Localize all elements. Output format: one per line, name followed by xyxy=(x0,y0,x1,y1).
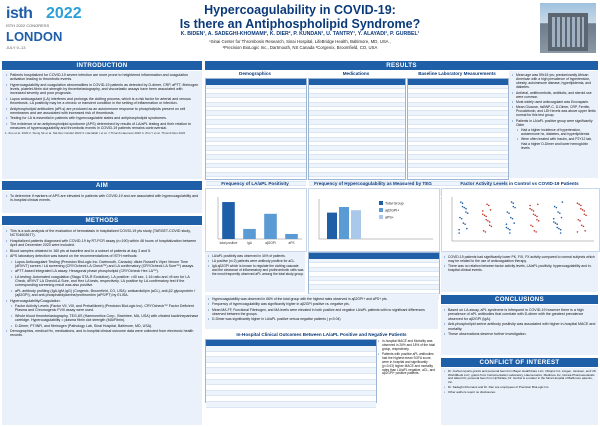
conflict-item: • Dr. Sadeghi-Khomami and Dr. Dier are employees of Precision BioLogic Inc. xyxy=(443,386,597,390)
data-point xyxy=(577,202,579,204)
affiliation-line-2: ²Precision BioLogic Inc., Dartmouth, NS Canada ³Corgenix, Broomfield, CO, USA xyxy=(222,44,378,50)
methods-text xyxy=(5,229,199,339)
data-point xyxy=(462,206,464,208)
data-point xyxy=(561,217,563,219)
main-result-bullet: • Hypercoagulability was observed in 66% of the total group with the highest rates observed in aβ2GPI+ and aPS+ pts. xyxy=(207,297,436,301)
conclusions-header: CONCLUSIONS xyxy=(441,295,598,304)
data-point xyxy=(562,201,564,203)
data-point xyxy=(559,212,561,214)
data-point xyxy=(584,210,586,212)
data-point xyxy=(485,219,487,221)
intro-bullet: • Hypercoagulability and coagulation abnormalities in COVID-19 patients as detected by D-dimer, CRP, aPTT, fibrinogen levels, platelet-fibrin clot strength by thrombelastography, and viscoelastic assays have been associated with increased severity and poor prognosis. xyxy=(5,83,199,96)
data-point xyxy=(466,228,468,230)
data-point xyxy=(458,232,460,234)
data-point xyxy=(514,207,516,209)
category-label: aPS xyxy=(288,241,295,245)
table-row xyxy=(206,402,376,408)
data-point xyxy=(580,208,582,210)
summary-bullet: • Patients in LA/aPL positive group were significantly Older xyxy=(511,119,597,127)
demographics-table xyxy=(205,78,307,180)
data-point xyxy=(537,204,539,206)
legend-swatch xyxy=(379,215,383,219)
summary-bullet: • Mean Glucose, hsBNP-C, D-Dimer, CRP, Ferritin, Procalcitonin, and LDH levels was above upper limits normal for this test group. xyxy=(511,105,597,117)
category-label: aβ2GPI xyxy=(265,241,276,245)
la-finding-bullet: • LA positive (n=2) patients were antibody positive for aCL. xyxy=(207,259,304,263)
data-point xyxy=(465,208,467,210)
data-point xyxy=(508,212,510,214)
outcomes-title: In-Hospital Clinical Outcomes Between LA/aPL Positive and Negative Patients xyxy=(236,332,407,337)
labs-title: Baseline Laboratory Measurements xyxy=(418,71,496,76)
data-point xyxy=(556,223,558,225)
affiliation-line-1: ¹Sinai Center for Thrombosis Research, Sinai Hospital, LifeBridge Health, Baltimore, MD, USA , xyxy=(209,39,391,44)
legend-swatch xyxy=(379,208,383,212)
methods-bullet: • Hypercoagulability/Coagulation: xyxy=(5,299,199,303)
data-point xyxy=(513,206,515,208)
methods-sub-bullet: • Factor Activity Levels (Factor VII, VIII, and Prekallikrein) (Precision BioLogic Inc). CRYOcheck™ Factor Deficient Plasma and Chromogenic FVIII assay were used. xyxy=(5,304,199,313)
legend-label: aPS+ xyxy=(385,215,394,220)
results-header: RESULTS xyxy=(205,61,598,70)
methods-sub-bullet: • Lupus Anticoagulant Testing (Precision BioLogic Inc. Dartmouth, Canada): dilute Russell's Viper Venom Time (dRVVT) screen / LA screening (CRYOcheck LA Check™) and LA confirmatory (CRYOcheck LA Sure™) assays. xyxy=(5,260,199,269)
outcomes-findings-text xyxy=(377,340,437,378)
conclusion-bullet: • These observations deserve further investigation. xyxy=(443,332,597,336)
category-label: total positive xyxy=(219,241,238,245)
data-point xyxy=(512,218,514,220)
data-point xyxy=(560,229,562,231)
factor-finding-bullet: • COVID-19 patients had significantly lower PK, FXI, FX activity compared to normal subjects which may be related to the use of anticoagulation therapy. xyxy=(443,255,597,263)
methods-sub-bullet: • D-Dimer, PT/INR, and fibrinogen (Pathology Lab, Sinai Hospital, Baltimore, MD, USA). xyxy=(5,324,199,328)
legend-label: Total Group xyxy=(385,201,404,206)
data-point xyxy=(485,231,487,233)
data-point xyxy=(556,227,558,229)
table-rows xyxy=(309,259,439,299)
la-apl-chart xyxy=(205,188,307,252)
summary-bullet: • Antiviral, antithrombotic, antibiotic, and steroid use were common. xyxy=(511,91,597,99)
results-summary-text xyxy=(511,73,597,151)
data-point xyxy=(583,226,585,228)
authors: K. BIDEN¹, A. SADEGHI-KHOMAMI², K. DIER², P. KUNDAN¹, U. TANTRY¹, Y. ALAYADI¹, P. GURBEL¹ xyxy=(180,31,420,37)
main-result-bullet: • Mean MA-FF, Functional Fibrinogen, and MA levels were elevated in both positive and negative LA/aPL patients with no significant differences observed between the groups. xyxy=(207,308,436,316)
data-point xyxy=(534,230,536,232)
data-point xyxy=(511,201,513,203)
data-point xyxy=(507,228,509,230)
data-point xyxy=(581,224,583,226)
la-apl-chart-svg xyxy=(206,189,306,251)
poster-title xyxy=(100,3,500,31)
data-point xyxy=(509,229,511,231)
data-point xyxy=(467,212,469,214)
data-point xyxy=(536,219,538,221)
hospital-photo xyxy=(540,3,596,53)
conflict-item: • Other authors report no disclosures. xyxy=(443,391,597,395)
data-point xyxy=(463,222,465,224)
data-point xyxy=(560,232,562,234)
teg-chart xyxy=(308,188,440,252)
data-point xyxy=(538,220,540,222)
data-point xyxy=(491,226,493,228)
methods-sub-bullet: • Whole blood thrombelastography, TEG-6S (Haemonetics Corp., Braintree, MA, USA) with citrated kaolinheparinase cartridge. Hypercoagulability = plasma fibrin clot strength (MA/Fibrin). xyxy=(5,314,199,323)
data-point xyxy=(506,227,508,229)
conflict-header: CONFLICT OF INTEREST xyxy=(441,358,598,367)
affiliations xyxy=(100,39,500,50)
legend-label: aβ2GPI+ xyxy=(385,208,400,213)
methods-bullet: • Hospitalized patients diagnosed with COVID-19 by RT-PCR assay (n=190) within 48 hours of hospitalization between April and December 2020 were included. xyxy=(5,239,199,248)
logo-year: 2022 xyxy=(46,5,82,22)
aim-text xyxy=(5,194,199,204)
legend-swatch xyxy=(379,201,383,205)
data-point xyxy=(530,224,532,226)
data-point xyxy=(558,228,560,230)
methods-header: METHODS xyxy=(2,216,202,225)
data-point xyxy=(553,218,555,220)
summary-bullet: • Mean age was 59±15 yrs; predominantly African American with a high prevalence of hypertension, obesity, autoimmune disease, hyperlipidemia, and diabetes. xyxy=(511,73,597,89)
teg-chart-title: Frequency of Hypercoagulability as Measured by TEG xyxy=(314,181,432,186)
conclusions-text xyxy=(443,308,597,338)
building-windows xyxy=(552,17,584,47)
data-point xyxy=(461,218,463,220)
data-point xyxy=(506,223,508,225)
data-point xyxy=(513,222,515,224)
data-point xyxy=(464,223,466,225)
main-results-text xyxy=(207,297,436,322)
data-point xyxy=(506,211,508,213)
medications-title: Medications xyxy=(342,71,370,76)
conclusion-bullet: • Based on LA assay, aPL syndrome is infrequent in COVID-19 however there is a high prevalence of aPL antibodies that correlate with D-dimer with the greatest prevalence observed for aβ2GPI (IgA). xyxy=(443,308,597,321)
la-finding-bullet: • LA/aPL positivity was observed in 44% of patients. xyxy=(207,254,304,258)
introduction-text xyxy=(5,73,199,136)
methods-sub-bullet: • aPL antibody profiling (IgA,IgM,IgG) (Corgenix, Broomfield, CO, USA): anticardiolipin (aCL), anti-β2 glycoprotein I (aβ2GPI), and anti-phosphatidylserine/prothrombin (aPS/PT) by ELISA. xyxy=(5,289,199,298)
factor-finding-bullet: • There was no relation between factor activity levels, LA/aPL positivity, hypercoagulability and in-hospital clinical events. xyxy=(443,264,597,272)
data-point xyxy=(533,213,535,215)
data-point xyxy=(482,213,484,215)
summary-bullet: • Most widely used anticoagulant was Enoxaparin. xyxy=(511,100,597,104)
labs-table xyxy=(407,78,509,180)
data-point xyxy=(555,222,557,224)
data-point xyxy=(460,201,462,203)
conflict-text xyxy=(443,370,597,396)
introduction-header: INTRODUCTION xyxy=(2,61,202,70)
outcome-bullet: • In-hospital MACE and Mortality was observed in 26% and 18% of the total group, respectively. xyxy=(377,340,437,352)
data-point xyxy=(531,209,533,211)
data-point xyxy=(536,216,538,218)
poster-header xyxy=(0,0,600,58)
summary-sub-bullet: • Were often treated with Insulin, and P2Y12 tab, Had a higher D-Dimer and lower hemoglobin levels xyxy=(511,137,597,149)
data-point xyxy=(489,224,491,226)
factor-activity-chart xyxy=(441,188,600,252)
la-finding-bullet: • IgA aβ2GPI which is known to regulate the clotting cascade and the clearance of inflammatory and prothrombotic cells was the most frequently observed aPL among the total study group. xyxy=(207,264,304,276)
teg-chart-svg xyxy=(309,189,439,251)
data-point xyxy=(490,209,492,211)
data-point xyxy=(529,208,531,210)
bar xyxy=(327,213,337,239)
intro-bullet: • The existence of an antiphospholipid syndrome (APS) determined by results of LA/aPL testing and their relation to measures of hypercoagulability and thrombotic events in COVID-19 patients remains controversial. xyxy=(5,122,199,131)
methods-sub-bullet: • LA testing: Automated coagulation (Stago STA-R Evolution). LA positive: >40 sec, 1.16 ratio and >8 sec for LA Check, dRVVT LA Check/LA Sure, and Hex LA tests, respectively. LA positive by LA confirmatory test if the corresponding screening result was also positive. xyxy=(5,275,199,288)
methods-bullet: • APS laboratory detection was based on the recommendations of ISTH methods: xyxy=(5,254,199,258)
data-point xyxy=(488,205,490,207)
bar xyxy=(264,214,277,239)
bar xyxy=(351,210,361,239)
data-point xyxy=(535,231,537,233)
data-point xyxy=(577,231,579,233)
intro-bullet: • Testing for LA is essential in patients with hypercoagulable states and antiphospholipid syndromes. xyxy=(5,116,199,120)
data-point xyxy=(510,217,512,219)
bar xyxy=(222,202,235,239)
data-point xyxy=(462,202,464,204)
data-point xyxy=(458,229,460,231)
data-point xyxy=(580,205,582,207)
data-point xyxy=(465,211,467,213)
medications-table xyxy=(308,78,406,180)
data-point xyxy=(486,204,488,206)
factor-findings-text xyxy=(443,255,597,274)
conflict-item: • Dr. Gurbel reports grants and personal fees from Bayer HealthCare LLC, Otitopic Inc, Amgen, Janssen, and US WorldMeds LLC; grants from Instrumentation Laboratory, Haemonetics, Medicure Inc, Idorsia Pharmaceuticals and Hikari Dx; personal fees from UpToDate; Dr. Gurbel is a relator in the Sinai Hospital of Baltimore patents, Inc. xyxy=(443,370,597,385)
la-findings-text xyxy=(207,254,304,278)
logo-conference: ISTH 2022 CONGRESS xyxy=(6,23,50,28)
main-result-bullet: • Frequency of hypercoagulability was significantly higher in aβ2GPI positive vs. negative pts. xyxy=(207,302,436,306)
data-point xyxy=(532,226,534,228)
table-rows xyxy=(206,346,376,408)
demographics-title: Demographics xyxy=(239,71,271,76)
methods-bullet: • Blood samples obtained in 160 pts at baseline and in a subset of patients at day 3 and 5. xyxy=(5,249,199,253)
data-point xyxy=(489,221,491,223)
data-point xyxy=(556,207,558,209)
methods-bullet: • This is a sub-analysis of the evaluation of hemostasis in hospitalized COVID-19 pts study (TARGET-COVID study, NCT04603677). xyxy=(5,229,199,238)
data-point xyxy=(509,232,511,234)
factor-chart-title: Factor Activity Levels in Control vs COVID-19 Patients xyxy=(460,181,579,186)
teg-table xyxy=(308,252,440,294)
aim-bullet: • To determine if markers of APS are elevated in patients with COVID-19 and are associated with hypercoagulability and in-hospital clinical events. xyxy=(5,194,199,203)
conclusion-bullet: • Anti-phospholipid serine antibody positivity was associated with higher in-hospital MACE and mortality. xyxy=(443,322,597,331)
main-result-bullet: • D-Dimer was significantly higher in LA/aPL positive versus negative patients ( p<0.04) xyxy=(207,317,436,321)
data-point xyxy=(534,215,536,217)
logo-dates: JULY 9–13 xyxy=(6,45,26,50)
intro-bullet: • Lupus anticoagulant (LA) interferes and prolongs the clotting process, which is a risk factor for arterial and venous thrombosis. LA positivity may be a chronic or transient condition in the setting of inflammation or infection. xyxy=(5,97,199,106)
bar xyxy=(285,234,298,239)
summary-sub-bullet: • Had a higher incidence of hypertension, autoimmune hx, diabetes, and hyperlipidemia xyxy=(511,128,597,136)
isth-logo xyxy=(6,5,84,53)
title-line-1: Hypercoagulability in COVID-19: xyxy=(204,3,396,17)
logo-city: LONDON xyxy=(6,29,63,44)
data-point xyxy=(579,220,581,222)
data-point xyxy=(582,209,584,211)
data-point xyxy=(485,216,487,218)
data-point xyxy=(463,207,465,209)
data-point xyxy=(483,230,485,232)
methods-bullet: • Demographics, medical Hx, medications, and in-hospital clinical outcome data were collected from electronic health records. xyxy=(5,329,199,338)
data-point xyxy=(585,215,587,217)
intro-references: 1. Zuo et al. 2020 2. Siong Sk et al. Nat Rev Cardiol 2020 3. Harzallah I et al. J Thromb Haemost 2020 4. Zhu Y et al. Thromb Res 2022 xyxy=(5,130,186,135)
data-point xyxy=(482,210,484,212)
data-point xyxy=(557,211,559,213)
data-point xyxy=(484,215,486,217)
aim-header: AIM xyxy=(2,181,202,190)
methods-sub-bullet: • aPTT-based integrated LA assay: Hexagonal phase phospholipid (CRYOcheck Hex LA™). xyxy=(5,269,199,273)
intro-bullet: • Patients hospitalized for COVID-19 severe infection are more prone to heightened inflammation and coagulation activation leading to thrombotic events. xyxy=(5,73,199,82)
factor-activity-svg xyxy=(442,189,599,251)
category-label: IgA xyxy=(247,241,252,245)
bar xyxy=(339,207,349,239)
data-point xyxy=(459,217,461,219)
data-point xyxy=(554,206,556,208)
data-point xyxy=(553,221,555,223)
title-line-2: Is there an Antiphospholipid Syndrome? xyxy=(179,17,421,31)
data-point xyxy=(487,220,489,222)
outcomes-table xyxy=(205,339,377,403)
intro-bullet: • Antiphospholipid antibodies (aPLs) are produced as an autoimmune response to phospholipids present on cell membranes and are associated with increased risk of thrombosis. xyxy=(5,107,199,116)
la-chart-title: Frequency of LA/aPL Positivity xyxy=(221,181,289,186)
data-point xyxy=(584,230,586,232)
data-point xyxy=(513,202,515,204)
data-point xyxy=(584,213,586,215)
data-point xyxy=(578,204,580,206)
outcome-bullet: • Patients with positive aPL antibodies had the highest mean SOFA score, were in hospital and significantly (p=0.03) higher MACE and mortality rates than LA/aPL negative, aCL, and aβ2GPI+ positive patients. xyxy=(377,353,437,376)
data-point xyxy=(577,219,579,221)
bar xyxy=(243,229,256,239)
data-point xyxy=(533,210,535,212)
logo-main: isth xyxy=(6,5,33,22)
data-point xyxy=(529,205,531,207)
